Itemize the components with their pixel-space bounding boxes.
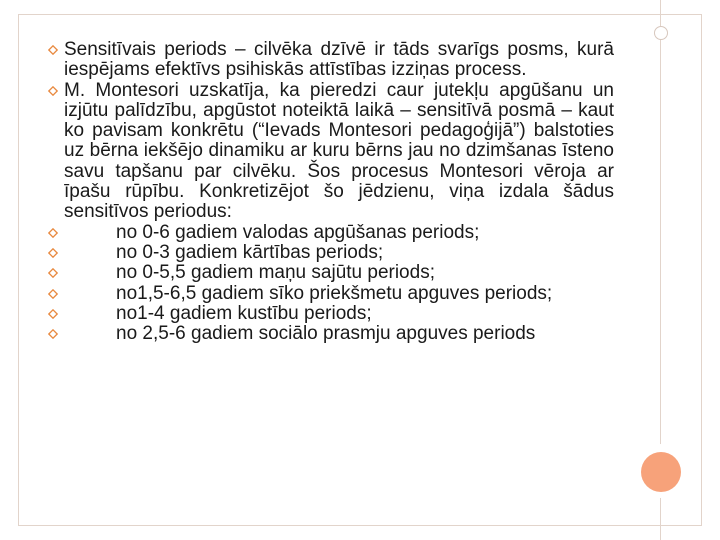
list-item	[46, 223, 614, 243]
diamond-outline-icon	[48, 329, 58, 339]
diamond-outline-icon	[48, 228, 58, 238]
decorative-circle-accent	[641, 452, 681, 492]
list-item-text: no 0-6 gadiem valodas apgūšanas periods;	[116, 221, 480, 243]
list-item-text: Sensitīvais periods – cilvēka dzīvē ir tāds svarīgs posms, kurā iespējams efektīvs psihiskās attīstības izziņas process.	[64, 39, 614, 81]
list-item-text: no 0-3 gadiem kārtības periods;	[116, 241, 384, 263]
list-item-text: no 2,5-6 gadiem sociālo prasmju apguves periods	[116, 323, 536, 345]
list-item	[46, 81, 614, 223]
list-item	[46, 324, 614, 344]
list-item	[46, 243, 614, 263]
list-item	[46, 40, 614, 81]
list-item	[46, 263, 614, 283]
diamond-outline-icon	[48, 289, 58, 299]
list-item-text: no1,5-6,5 gadiem sīko priekšmetu apguves periods;	[116, 282, 553, 304]
diamond-outline-icon	[48, 309, 58, 319]
list-item	[46, 284, 614, 304]
diamond-outline-icon	[48, 248, 58, 258]
list-item-text: M. Montesori uzskatīja, ka pieredzi caur jutekļu apgūšanu un izjūtu palīdzību, apgūstot noteiktā laikā – sensitīvā posmā – kaut ko pavisam konkrētu (“Ievads Montesori pedagoģijā”) balstoties uz bērna iekšējo dinamiku ar kuru bērns jau no dzimšanas īsteno savu tapšanu par cilvēku. Šos procesus Montesori vēroja ar īpašu rūpību. Konkretizējot šo jēdzienu, viņa izdala šādus sensitīvos periodus:	[64, 79, 614, 223]
list-item	[46, 304, 614, 324]
diamond-outline-icon	[48, 45, 58, 55]
list-item-text: no1-4 gadiem kustību periods;	[116, 302, 372, 324]
bullet-list	[46, 40, 614, 344]
decorative-circle-top	[654, 26, 668, 40]
diamond-outline-icon	[48, 268, 58, 278]
diamond-outline-icon	[48, 86, 58, 96]
list-item-text: no 0-5,5 gadiem maņu sajūtu periods;	[116, 262, 435, 284]
